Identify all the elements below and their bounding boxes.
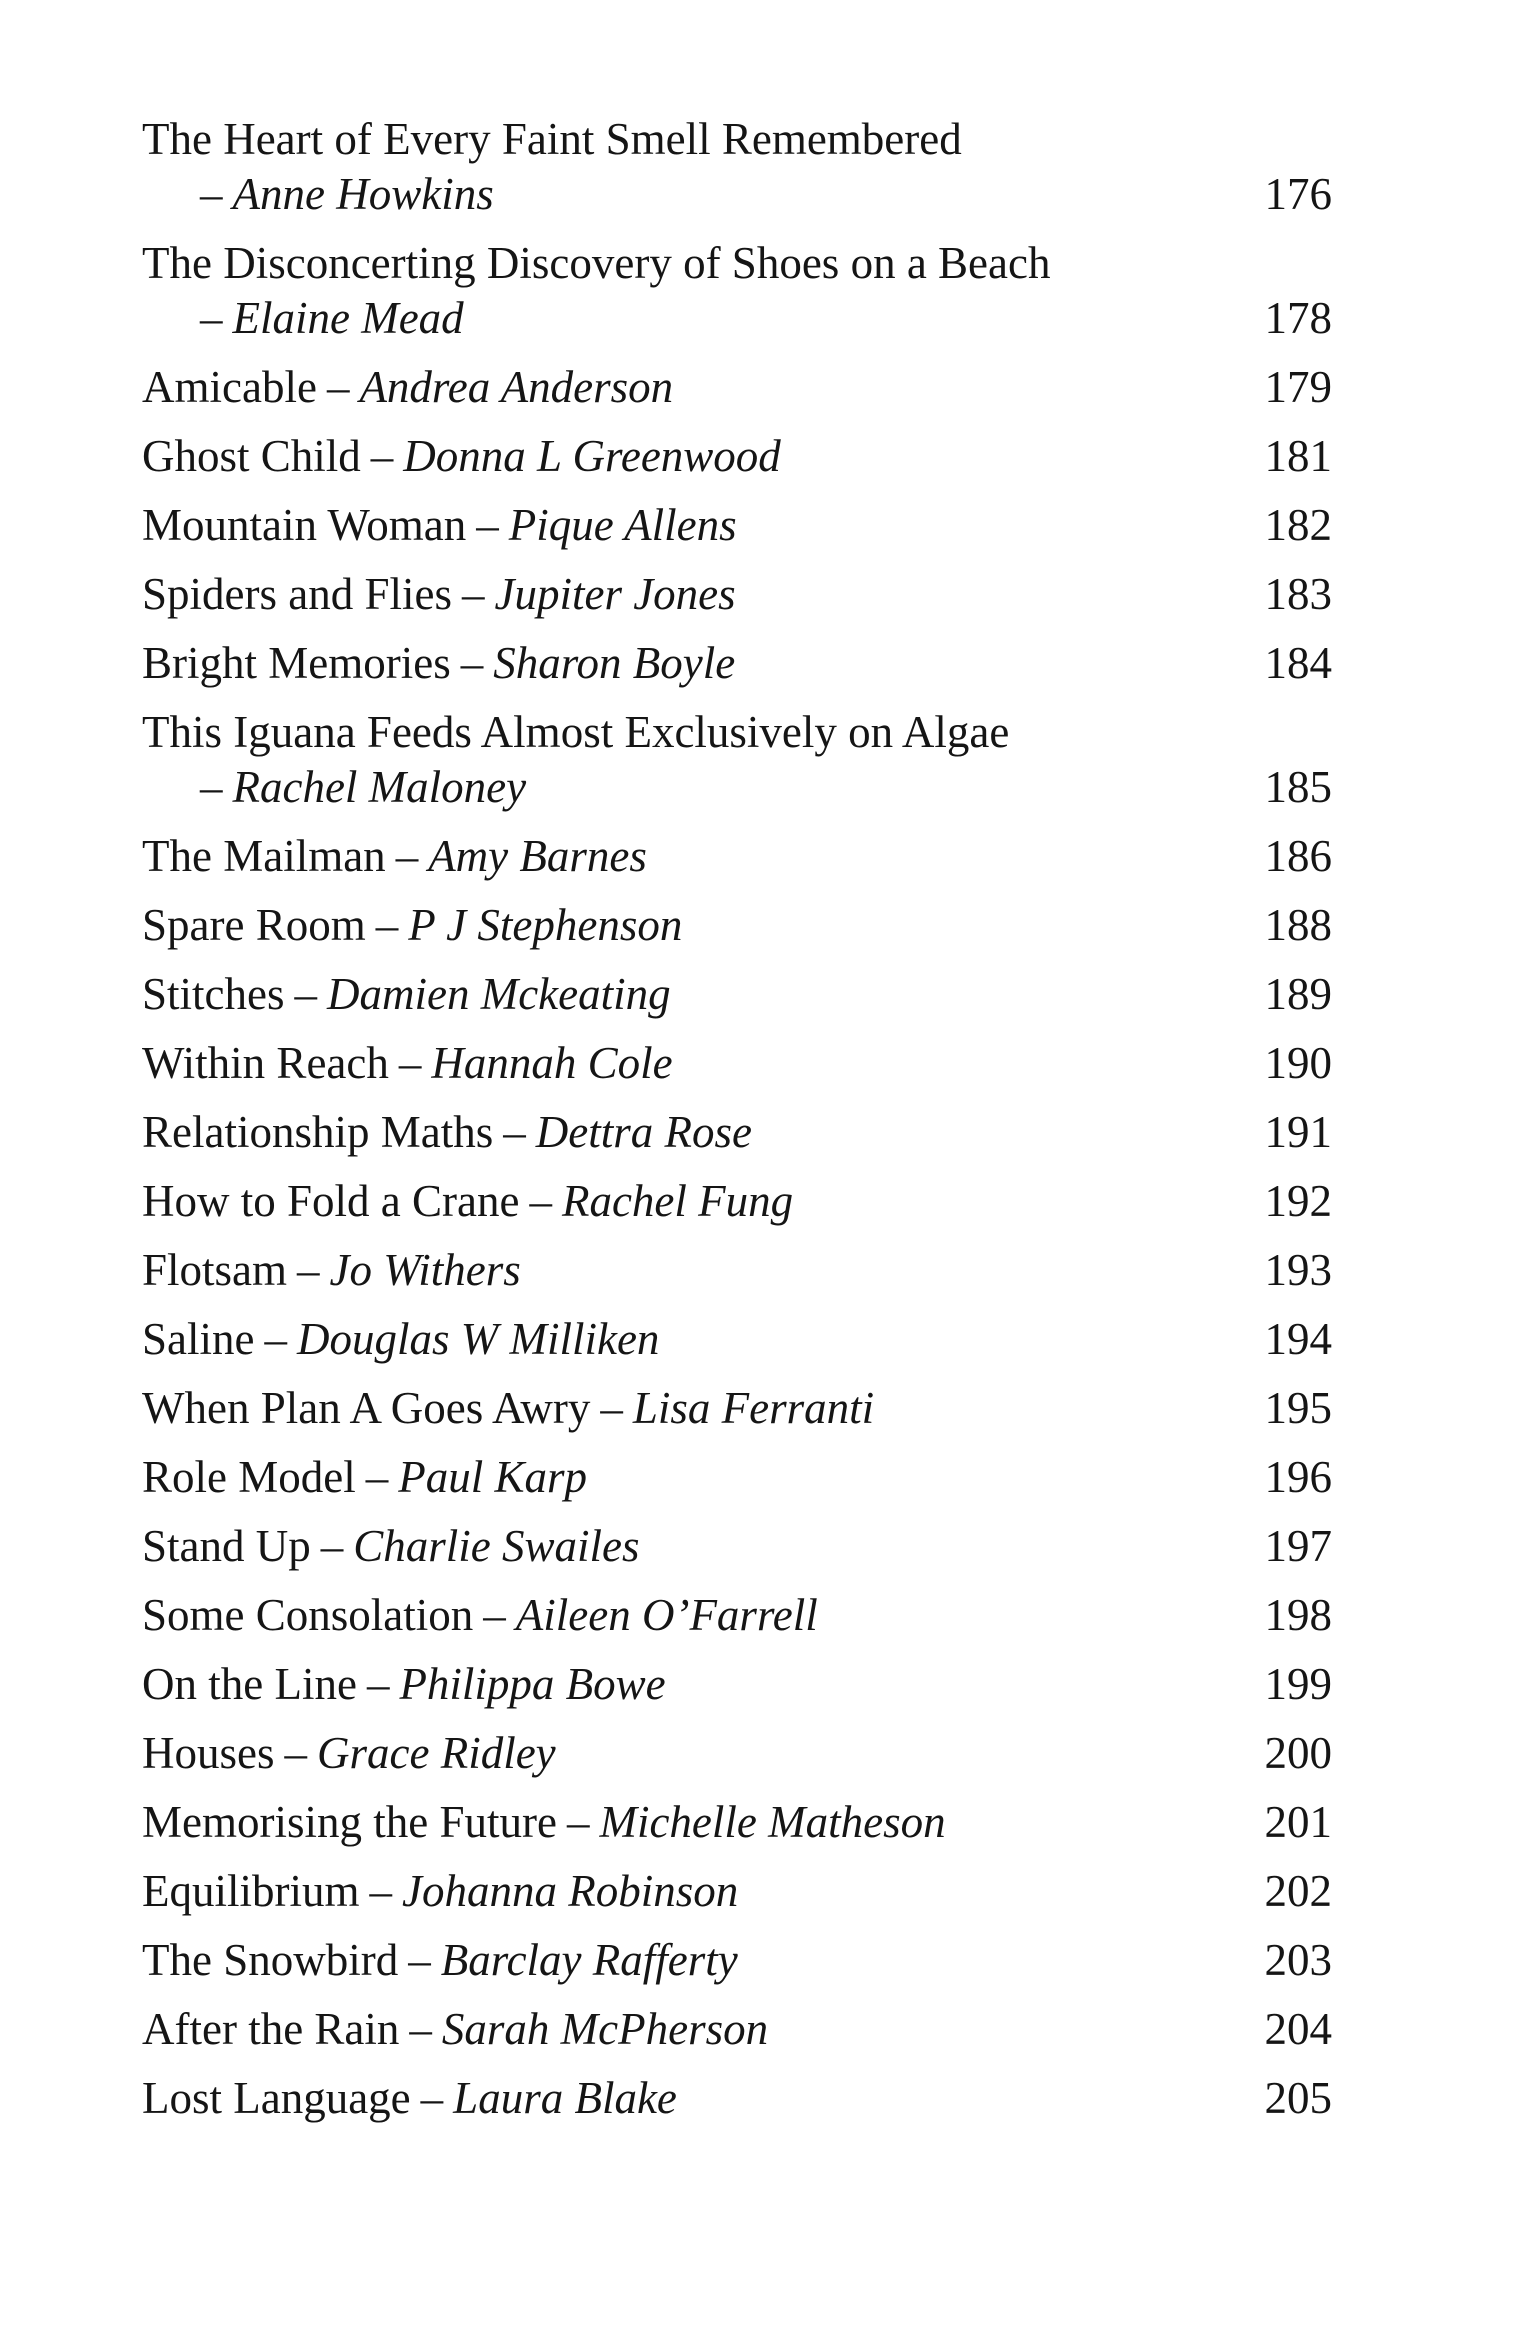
entry-page-number: 202 xyxy=(1264,1866,1332,1916)
entry-title: Houses xyxy=(142,1728,275,1778)
entry-title-line xyxy=(142,2002,1230,2057)
title-author-dash: – xyxy=(395,831,419,881)
entry-text-block xyxy=(142,1864,1230,1919)
entry-text-block xyxy=(142,1933,1230,1988)
toc-entry xyxy=(142,498,1332,553)
entry-title-line xyxy=(142,1036,1230,1091)
entry-page-number: 194 xyxy=(1264,1314,1332,1364)
entry-title: Stitches xyxy=(142,969,285,1019)
entry-text-block xyxy=(142,498,1230,553)
entry-text-block xyxy=(142,1381,1230,1436)
entry-title-line xyxy=(142,898,1230,953)
title-author-dash: – xyxy=(375,900,399,950)
entry-title: Relationship Maths xyxy=(142,1107,494,1157)
entry-text-block xyxy=(142,1795,1230,1850)
toc-entry xyxy=(142,360,1332,415)
entry-text-block xyxy=(142,1174,1230,1229)
entry-text-block xyxy=(142,429,1230,484)
toc-entry xyxy=(142,236,1332,346)
toc-entry xyxy=(142,112,1332,222)
entry-text-block xyxy=(142,2002,1230,2057)
toc-entry xyxy=(142,2071,1332,2126)
entry-page-number: 200 xyxy=(1264,1728,1332,1778)
entry-text-block xyxy=(142,567,1230,622)
entry-title: Within Reach xyxy=(142,1038,389,1088)
title-author-dash: – xyxy=(529,1176,552,1226)
entry-author: Andrea Anderson xyxy=(359,362,674,412)
entry-page-number: 190 xyxy=(1264,1038,1332,1088)
title-author-dash: – xyxy=(398,1038,422,1088)
toc-entry xyxy=(142,1933,1332,1988)
entry-text-block xyxy=(142,705,1230,815)
toc-entry xyxy=(142,1312,1332,1367)
title-author-dash: – xyxy=(369,1866,392,1916)
entry-page-number: 193 xyxy=(1264,1245,1332,1295)
toc-entry xyxy=(142,1243,1332,1298)
title-author-dash: – xyxy=(600,1383,623,1433)
entry-page-number: 201 xyxy=(1264,1797,1332,1847)
title-author-dash: – xyxy=(409,2004,432,2054)
entry-author: Elaine Mead xyxy=(232,293,464,343)
entry-title-line xyxy=(142,236,1230,291)
entry-text-block xyxy=(142,636,1230,691)
entry-author: Jupiter Jones xyxy=(494,569,736,619)
entry-title-line xyxy=(142,498,1230,553)
entry-title-line xyxy=(142,1588,1230,1643)
entry-title: How to Fold a Crane xyxy=(142,1176,520,1226)
entry-title-line xyxy=(142,429,1230,484)
entry-page-number: 182 xyxy=(1264,500,1332,550)
entry-author: Rachel Maloney xyxy=(232,762,527,812)
toc-entry xyxy=(142,967,1332,1022)
toc-entry xyxy=(142,1174,1332,1229)
entry-text-block xyxy=(142,1588,1230,1643)
entry-title-line xyxy=(142,2071,1230,2126)
entry-author: Philippa Bowe xyxy=(399,1659,666,1709)
entry-title: The Disconcerting Discovery of Shoes on a Beach xyxy=(142,238,1051,288)
entry-title-line xyxy=(142,1795,1230,1850)
entry-title-line xyxy=(142,967,1230,1022)
title-author-dash: – xyxy=(476,500,499,550)
entry-title-line xyxy=(142,1657,1230,1712)
entry-author: Laura Blake xyxy=(453,2073,677,2123)
title-author-dash: – xyxy=(462,569,485,619)
entry-title: When Plan A Goes Awry xyxy=(142,1383,591,1433)
entry-page-number: 184 xyxy=(1264,638,1332,688)
title-author-dash: – xyxy=(326,362,350,412)
entry-page-number: 203 xyxy=(1264,1935,1332,1985)
toc-entry xyxy=(142,1726,1332,1781)
entry-title: Amicable xyxy=(142,362,317,412)
toc-entry xyxy=(142,636,1332,691)
toc-entry xyxy=(142,1450,1332,1505)
entry-page-number: 191 xyxy=(1264,1107,1332,1157)
entry-page-number: 196 xyxy=(1264,1452,1332,1502)
entry-author: Douglas W Milliken xyxy=(296,1314,660,1364)
entry-title-line xyxy=(142,1519,1230,1574)
title-author-dash: – xyxy=(370,431,394,481)
entry-title: The Heart of Every Faint Smell Remembered xyxy=(142,114,962,164)
title-author-dash: – xyxy=(483,1590,506,1640)
title-author-dash: – xyxy=(420,2073,444,2123)
entry-author-line xyxy=(142,291,1230,346)
entry-title: Stand Up xyxy=(142,1521,311,1571)
entry-text-block xyxy=(142,1243,1230,1298)
entry-page-number: 188 xyxy=(1264,900,1332,950)
entry-text-block xyxy=(142,1726,1230,1781)
toc-entry xyxy=(142,567,1332,622)
toc-entry xyxy=(142,705,1332,815)
entry-title-line xyxy=(142,1450,1230,1505)
toc-entry xyxy=(142,429,1332,484)
entry-author-line xyxy=(142,760,1230,815)
title-author-dash: – xyxy=(297,1245,320,1295)
entry-author: Lisa Ferranti xyxy=(632,1383,875,1433)
title-author-dash: – xyxy=(408,1935,431,1985)
entry-title: Memorising the Future xyxy=(142,1797,557,1847)
author-dash: – xyxy=(200,293,223,343)
entry-text-block xyxy=(142,898,1230,953)
entry-page-number: 192 xyxy=(1264,1176,1332,1226)
entry-page-number: 198 xyxy=(1264,1590,1332,1640)
entry-text-block xyxy=(142,360,1230,415)
entry-text-block xyxy=(142,1657,1230,1712)
entry-title: Role Model xyxy=(142,1452,356,1502)
entry-text-block xyxy=(142,2071,1230,2126)
toc-entry xyxy=(142,1864,1332,1919)
entry-text-block xyxy=(142,1105,1230,1160)
entry-author: Donna L Greenwood xyxy=(403,431,781,481)
entry-title: Flotsam xyxy=(142,1245,288,1295)
entry-text-block xyxy=(142,1312,1230,1367)
entry-title: On the Line xyxy=(142,1659,357,1709)
entry-title-line xyxy=(142,112,1230,167)
entry-title-line xyxy=(142,567,1230,622)
toc-entry xyxy=(142,898,1332,953)
entry-title: After the Rain xyxy=(142,2004,400,2054)
title-author-dash: – xyxy=(320,1521,344,1571)
entry-title-line xyxy=(142,1312,1230,1367)
entry-text-block xyxy=(142,829,1230,884)
title-author-dash: – xyxy=(264,1314,287,1364)
title-author-dash: – xyxy=(503,1107,526,1157)
entry-page-number: 176 xyxy=(1264,169,1332,219)
entry-text-block xyxy=(142,1036,1230,1091)
entry-author-line xyxy=(142,167,1230,222)
toc-entry xyxy=(142,1519,1332,1574)
entry-author: Hannah Cole xyxy=(431,1038,673,1088)
entry-author: Charlie Swailes xyxy=(353,1521,640,1571)
entry-title-line xyxy=(142,636,1230,691)
entry-title: Bright Memories xyxy=(142,638,451,688)
entry-author: Amy Barnes xyxy=(428,831,647,881)
entry-page-number: 181 xyxy=(1264,431,1332,481)
entry-title-line xyxy=(142,1105,1230,1160)
entry-page-number: 183 xyxy=(1264,569,1332,619)
entry-page-number: 195 xyxy=(1264,1383,1332,1433)
entry-author: Grace Ridley xyxy=(317,1728,556,1778)
entry-author: Aileen O’Farrell xyxy=(515,1590,818,1640)
entry-title-line xyxy=(142,829,1230,884)
entry-author: Pique Allens xyxy=(508,500,737,550)
title-author-dash: – xyxy=(365,1452,389,1502)
toc-entry xyxy=(142,829,1332,884)
entry-author: Sharon Boyle xyxy=(493,638,736,688)
author-dash: – xyxy=(200,169,223,219)
entry-title: The Snowbird xyxy=(142,1935,399,1985)
entry-page-number: 179 xyxy=(1264,362,1332,412)
toc-entry xyxy=(142,1381,1332,1436)
entry-page-number: 204 xyxy=(1264,2004,1332,2054)
entry-title: Mountain Woman xyxy=(142,500,467,550)
entry-title-line xyxy=(142,1726,1230,1781)
entry-title-line xyxy=(142,360,1230,415)
entry-page-number: 197 xyxy=(1264,1521,1332,1571)
title-author-dash: – xyxy=(566,1797,590,1847)
entry-title-line xyxy=(142,1933,1230,1988)
entry-page-number: 186 xyxy=(1264,831,1332,881)
entry-author: P J Stephenson xyxy=(408,900,683,950)
toc-entry xyxy=(142,2002,1332,2057)
entry-author: Johanna Robinson xyxy=(402,1866,739,1916)
toc-entry xyxy=(142,1105,1332,1160)
entry-title: Ghost Child xyxy=(142,431,361,481)
entry-title-line xyxy=(142,1864,1230,1919)
toc-entry xyxy=(142,1657,1332,1712)
title-author-dash: – xyxy=(460,638,484,688)
entry-title: This Iguana Feeds Almost Exclusively on Algae xyxy=(142,707,1010,757)
entry-text-block xyxy=(142,1519,1230,1574)
title-author-dash: – xyxy=(284,1728,307,1778)
entry-author: Barclay Rafferty xyxy=(440,1935,738,1985)
toc-entry xyxy=(142,1036,1332,1091)
entry-author: Damien Mckeating xyxy=(327,969,671,1019)
title-author-dash: – xyxy=(294,969,317,1019)
entry-page-number: 185 xyxy=(1264,762,1332,812)
entry-page-number: 178 xyxy=(1264,293,1332,343)
entry-text-block xyxy=(142,1450,1230,1505)
entry-page-number: 189 xyxy=(1264,969,1332,1019)
entry-author: Sarah McPherson xyxy=(441,2004,769,2054)
toc-entry xyxy=(142,1588,1332,1643)
entry-author: Dettra Rose xyxy=(535,1107,752,1157)
entry-title: Equilibrium xyxy=(142,1866,360,1916)
table-of-contents xyxy=(142,112,1332,2126)
entry-author: Anne Howkins xyxy=(232,169,494,219)
entry-author: Rachel Fung xyxy=(561,1176,794,1226)
entry-title-line xyxy=(142,1243,1230,1298)
entry-page-number: 199 xyxy=(1264,1659,1332,1709)
entry-title: Lost Language xyxy=(142,2073,411,2123)
entry-text-block xyxy=(142,236,1230,346)
entry-author: Paul Karp xyxy=(398,1452,588,1502)
author-dash: – xyxy=(200,762,223,812)
entry-title: The Mailman xyxy=(142,831,386,881)
entry-title-line xyxy=(142,1381,1230,1436)
title-author-dash: – xyxy=(366,1659,390,1709)
entry-title: Saline xyxy=(142,1314,255,1364)
entry-title: Spiders and Flies xyxy=(142,569,452,619)
entry-title: Some Consolation xyxy=(142,1590,474,1640)
entry-text-block xyxy=(142,967,1230,1022)
entry-page-number: 205 xyxy=(1264,2073,1332,2123)
toc-entry xyxy=(142,1795,1332,1850)
entry-title-line xyxy=(142,1174,1230,1229)
entry-title-line xyxy=(142,705,1230,760)
entry-title: Spare Room xyxy=(142,900,366,950)
entry-text-block xyxy=(142,112,1230,222)
entry-author: Michelle Matheson xyxy=(599,1797,946,1847)
entry-author: Jo Withers xyxy=(329,1245,521,1295)
